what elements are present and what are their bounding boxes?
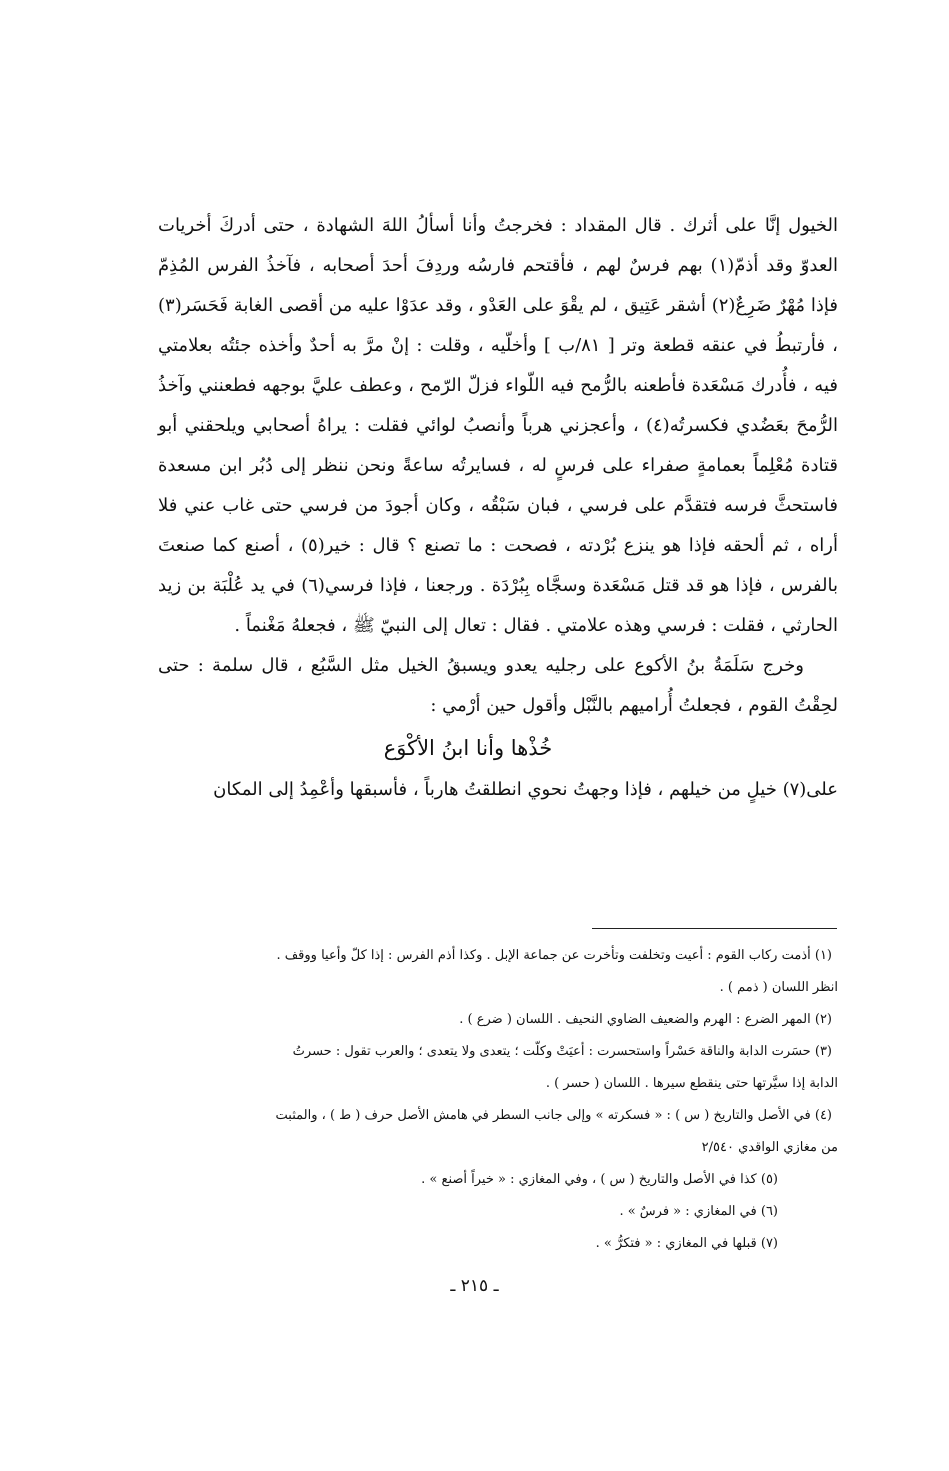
footnote-separator: [592, 928, 837, 929]
paragraph-1: الخيول إنَّا على أثرك . قال المقداد : فخرجتُ وأنا أسألُ اللهَ الشهادة ، حتى أدركَ أخريات العدوّ وقد أذمّ(١) بهم فرسٌ لهم ، فأقتحم فارسُه وردِفَ أحدَ أصحابه ، فآخذُ الفرس المُذِمّ فإذا مُهْرٌ ضَرِعٌ(٢) أشقر عَتِيق ، لم يقْوَ على العَدْو ، وقد عدَوْا عليه من أقصى الغابة فَحَسَر(٣) ، فأرتبطُ في عنقه قطعة وتر [ ٨١/ب ] وأخلّيه ، وقلت : إنْ مرَّ به أحدٌ وأخذه جئتُه بعلامتي فيه ، فأُدرك مَسْعَدة فأطعنه بالرُّمح فيه اللّواء فزلّ الرّمح ، وعطف عليَّ بوجهه فطعنني وآخذُ الرُّمحَ بعَضُدي فكسرتُه(٤) ، وأعجزني هرباً وأنصبُ لوائي فقلت : يراهُ أصحابي ويلحقني أبو قتادة مُعْلِماً بعمامةٍ صفراء على فرسٍ له ، فسايرتُه ساعةً ونحن ننظر إلى دُبُر ابن مسعدة فاستحثَّ فرسه فتقدَّم على فرسي ، فبان سَبْقُه ، وكان أجودَ من فرسي حتى غاب عني فلا أراه ، ثم ألحقه فإذا هو ينزع بُرْدته ، فصحت : ما تصنع ؟ قال : خير(٥) ، أصنع كما صنعتَ بالفرس ، فإذا هو قد قتل مَسْعَدة وسجَّاه بِبُرْدَة . ورجعنا ، فإذا فرسي(٦) في يد عُلْبَة بن زيد الحارثي ، فقلت : فرسي وهذه علامتي . فقال : تعال إلى النبيّ ﷺ ، فجعلهُ مَغْنماً .: [158, 215, 838, 636]
paragraph-2: وخرج سَلَمَةُ بنُ الأكوع على رجليه يعدو ويسبقُ الخيل مثل السَّبُع ، قال سلمة : حتى لحِقْتُ القوم ، فجعلتُ أُراميهم بالنَّبْل وأقول حين أرْمي :: [158, 655, 838, 716]
footnote-1-continued: انظر اللسان ( ذمم ) .: [719, 980, 838, 995]
footnote-7: (٧) قبلها في المغازي : « فتكرُّ » .: [595, 1236, 778, 1251]
main-text: [158, 206, 838, 810]
footnote-1: (١) أذمت ركاب القوم : أعيت وتخلفت وتأخرت عن جماعة الإبل . وكذا أذم الفرس : إذا كلّ وأعيا ووقف .: [276, 948, 832, 963]
footnote-3-continued: الدابة إذا سيَّرتها حتى ينقطع سيرها . اللسان ( حسر ) .: [545, 1076, 838, 1091]
paragraph-3: على(٧) خيلٍ من خيلهم ، فإذا وجهتُ نحوي انطلقتُ هارباً ، فأسبقها وأعْمِدُ إلى المكان: [213, 779, 838, 800]
footnote-3: (٣) حسَرت الدابة والناقة حَسْراً واستحسرت : أعيَتْ وكلّت ؛ يتعدى ولا يتعدى ؛ والعرب تقول : حسرتُ: [292, 1044, 832, 1059]
footnote-6: (٦) في المغازي : « فرسٌ » .: [619, 1204, 778, 1219]
page-number: ـ ٢١٥ ـ: [450, 1276, 499, 1296]
verse-line: خُذْها وأنا ابنُ الأكْوَع: [383, 736, 553, 760]
footnote-2: (٢) المهر الضرع : الهرم والضعيف الضاوي النحيف . اللسان ( ضرع ) .: [459, 1012, 832, 1027]
footnotes: [158, 940, 838, 1260]
footnote-4-continued: من مغازي الواقدي ٢/٥٤٠: [701, 1140, 838, 1155]
footnote-5: (٥) كذا في الأصل والتاريخ ( س ) ، وفي المغازي : « خيراً أصنع » .: [421, 1172, 778, 1187]
footnote-4: (٤) في الأصل والتاريخ ( س ) : « فسكرته » وإلى جانب السطر في هامش الأصل حرف ( ط ) ، والمثبت: [275, 1108, 832, 1123]
